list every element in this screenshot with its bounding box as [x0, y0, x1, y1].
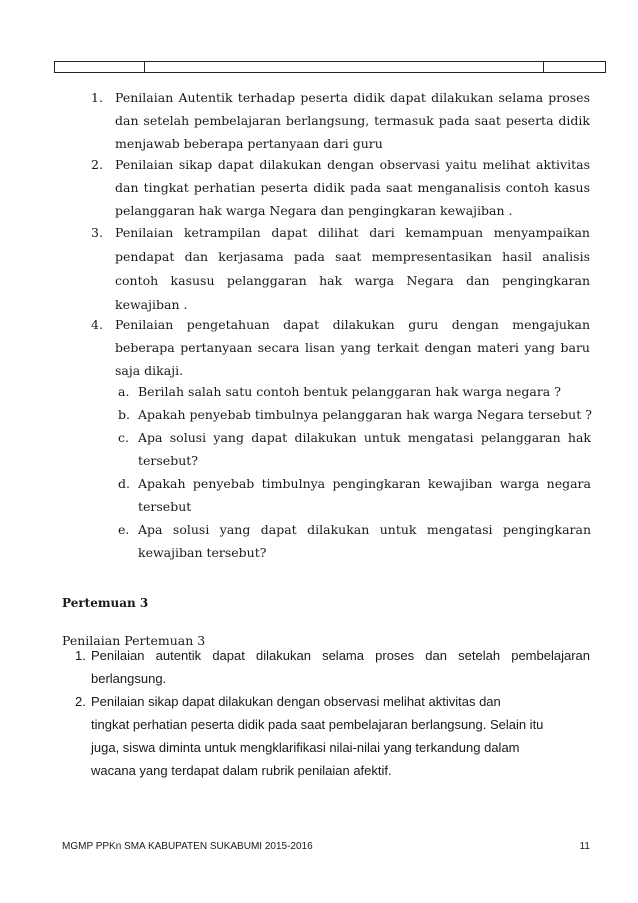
table-cell [145, 62, 544, 72]
list-letter: b. [118, 407, 130, 422]
text-line: menjawab beberapa pertanyaan dari guru [115, 136, 383, 151]
table-cell [55, 62, 145, 72]
page-number: 11 [579, 841, 590, 852]
list-letter: c. [118, 430, 129, 445]
text-line: Penilaian sikap dapat dilakukan dengan observasi yaitu melihat aktivitas [115, 157, 590, 172]
table-cell [544, 62, 605, 72]
section-heading: Pertemuan 3 [62, 596, 149, 610]
text-line: Penilaian pengetahuan dapat dilakukan guru dengan mengajukan [115, 317, 590, 332]
text-line: contoh kasusu pelanggaran hak warga Negara dan pengingkaran [115, 273, 590, 288]
list-number: 3. [91, 225, 103, 240]
text-line: Penilaian sikap dapat dilakukan dengan observasi melihat aktivitas dan [91, 694, 501, 709]
text-line: Apakah penyebab timbulnya pengingkaran kewajiban warga negara [138, 476, 591, 491]
text-line: tersebut? [138, 453, 198, 468]
text-line: juga, siswa diminta untuk mengklarifikasi nilai-nilai yang terkandung dalam [91, 740, 520, 755]
section-subheading: Penilaian Pertemuan 3 [62, 633, 206, 648]
text-line: Berilah salah satu contoh bentuk pelanggaran hak warga negara ? [138, 384, 561, 399]
list-number: 1. [75, 648, 86, 663]
list-letter: e. [118, 522, 130, 537]
text-line: kewajiban . [115, 297, 188, 312]
text-line: beberapa pertanyaan secara lisan yang terkait dengan materi yang baru [115, 340, 590, 355]
text-line: tersebut [138, 499, 192, 514]
text-line: tingkat perhatian peserta didik pada saat pembelajaran berlangsung. Selain itu [91, 717, 544, 732]
text-line: Penilaian autentik dapat dilakukan selama proses dan setelah pembelajaran [91, 648, 590, 663]
text-line: berlangsung. [91, 671, 167, 686]
header-table-strip [54, 61, 606, 73]
text-line: saja dikaji. [115, 363, 184, 378]
text-line: dan setelah pembelajaran berlangsung, termasuk pada saat peserta didik [115, 113, 590, 128]
text-line: kewajiban tersebut? [138, 545, 267, 560]
text-line: Apa solusi yang dapat dilakukan untuk mengatasi pelanggaran hak [138, 430, 591, 445]
text-line: dan tingkat perhatian peserta didik pada saat menganalisis contoh kasus [115, 180, 590, 195]
list-number: 1. [91, 90, 103, 105]
text-line: Penilaian ketrampilan dapat dilihat dari kemampuan menyampaikan [115, 225, 590, 240]
list-number: 2. [75, 694, 86, 709]
text-line: pendapat dan kerjasama pada saat mempresentasikan hasil analisis [115, 249, 590, 264]
text-line: Penilaian Autentik terhadap peserta didik dapat dilakukan selama proses [115, 90, 590, 105]
list-number: 4. [91, 317, 103, 332]
text-line: Apakah penyebab timbulnya pelanggaran hak warga Negara tersebut ? [138, 407, 592, 422]
list-number: 2. [91, 157, 103, 172]
list-letter: d. [118, 476, 130, 491]
text-line: pelanggaran hak warga Negara dan pengingkaran kewajiban . [115, 203, 513, 218]
list-letter: a. [118, 384, 130, 399]
text-line: Apa solusi yang dapat dilakukan untuk mengatasi pengingkaran [138, 522, 591, 537]
footer-organization: MGMP PPKn SMA KABUPATEN SUKABUMI 2015-2016 [62, 841, 313, 852]
text-line: wacana yang terdapat dalam rubrik penilaian afektif. [91, 763, 392, 778]
